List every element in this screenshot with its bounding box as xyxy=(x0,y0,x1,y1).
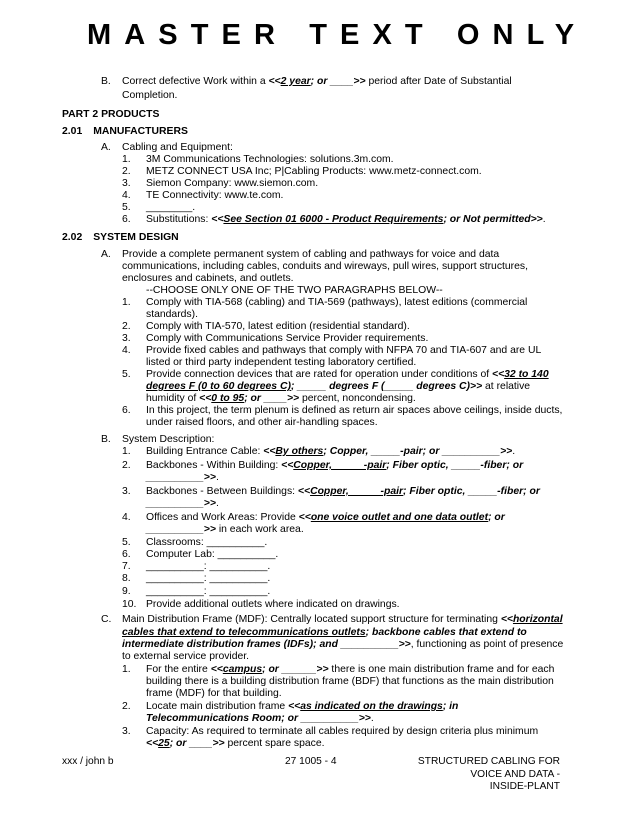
paragraph-text: enclosures and cabinets, and outlets. xyxy=(122,273,294,284)
text-run: . xyxy=(512,446,516,457)
text-run: humidity of xyxy=(146,393,200,404)
text-run: , functioning as point of presence xyxy=(410,639,564,650)
option-bracket: << xyxy=(146,738,159,749)
list-text: Capacity: As required to terminate all cables required by design criteria plus minimum xyxy=(146,726,539,737)
list-text: In this project, the term plenum is defined as return air spaces above ceilings, inside ducts, xyxy=(146,405,563,416)
section-number: 2.01 xyxy=(62,126,83,137)
paragraph-text: to external service provider. xyxy=(122,651,250,662)
list-number: 10. xyxy=(122,599,137,610)
option-default: See Section 01 6000 - Product Requirements xyxy=(223,214,444,225)
option-default: one voice outlet and one data outlet xyxy=(310,512,489,523)
text-run: period after Date of Substantial xyxy=(365,76,512,87)
option-bracket: << xyxy=(500,614,513,625)
list-number: 8. xyxy=(122,573,131,584)
section-heading-2-02 xyxy=(62,232,179,245)
option-bracket: << xyxy=(492,369,505,380)
option-alternative: __________>> xyxy=(146,498,216,509)
paragraph-text xyxy=(122,614,563,627)
option-alternative: ; in xyxy=(442,701,459,712)
list-text: Provide fixed cables and pathways that comply with NFPA 70 and TIA-607 and are UL xyxy=(146,345,542,356)
text-run: Locate main distribution frame xyxy=(146,701,289,712)
list-text: listed or third party independent testing laboratory certified. xyxy=(146,357,417,368)
option-bracket: << xyxy=(199,393,212,404)
list-text: __________: __________. xyxy=(146,573,271,584)
manufacturer-item: ________. xyxy=(146,202,196,213)
paragraph-marker: B. xyxy=(101,76,111,87)
list-text: __________: __________. xyxy=(146,561,271,572)
paragraph-marker: A. xyxy=(101,142,111,153)
warranty-line-1 xyxy=(122,76,512,89)
list-number: 5. xyxy=(122,369,131,380)
paragraph-text xyxy=(122,639,563,652)
option-bracket: << xyxy=(298,512,311,523)
option-default: campus xyxy=(222,664,263,675)
list-number: 1. xyxy=(122,446,131,457)
option-default: horizontal xyxy=(512,614,563,625)
list-number: 4. xyxy=(122,512,131,523)
list-text xyxy=(146,446,515,459)
list-text: under raised floors, and other air-handling spaces. xyxy=(146,417,378,428)
list-number: 2. xyxy=(122,321,131,332)
footer-title-line: STRUCTURED CABLING FOR xyxy=(417,756,560,767)
list-text xyxy=(146,486,540,499)
option-default: By others xyxy=(275,446,324,457)
list-text: __________: __________. xyxy=(146,586,271,597)
list-text xyxy=(146,524,304,537)
part-heading: PART 2 PRODUCTS xyxy=(62,109,160,120)
paragraph-marker: A. xyxy=(101,249,111,260)
list-number: 1. xyxy=(122,664,131,675)
option-alternative: __________>> xyxy=(146,472,216,483)
section-title: SYSTEM DESIGN xyxy=(93,232,179,243)
option-bracket: << xyxy=(211,214,224,225)
list-number: 7. xyxy=(122,561,131,572)
option-bracket: << xyxy=(268,76,281,87)
choose-note: --CHOOSE ONLY ONE OF THE TWO PARAGRAPHS BELOW-- xyxy=(146,285,443,296)
list-number: 3. xyxy=(122,333,131,344)
list-text: Comply with TIA-570, latest edition (residential standard). xyxy=(146,321,410,332)
text-run: Backbones - Between Buildings: xyxy=(146,486,298,497)
footer-page-number: 27 1005 - 4 xyxy=(285,756,337,767)
option-alternative: __________>> xyxy=(146,524,216,535)
section-number: 2.02 xyxy=(62,232,83,243)
option-bracket: << xyxy=(288,701,301,712)
list-text: Classrooms: __________. xyxy=(146,537,268,548)
option-default: cables that extend to telecommunications outlets xyxy=(122,627,366,638)
option-alternative: ; _____ degrees F (_____ degrees C)>> xyxy=(290,381,483,392)
list-text: frame (MDF) for that building. xyxy=(146,688,282,699)
text-run: Building Entrance Cable: xyxy=(146,446,264,457)
paragraph-text: Provide a complete permanent system of cabling and pathways for voice and data xyxy=(122,249,500,260)
list-text xyxy=(146,512,505,525)
list-number: 2. xyxy=(122,701,131,712)
list-text: building there is a building distribution frame (BDF) that functions as the main distribution xyxy=(146,676,554,687)
paragraph-text xyxy=(122,627,527,640)
text-run: Substitutions: xyxy=(146,214,212,225)
list-text xyxy=(146,738,325,751)
option-alternative: Telecommunications Room; or __________>> xyxy=(146,713,371,724)
list-number: 6. xyxy=(122,405,131,416)
option-default: 32 to 140 xyxy=(504,369,549,380)
list-text: Computer Lab: __________. xyxy=(146,549,279,560)
text-run: in each work area. xyxy=(215,524,304,535)
text-run: . xyxy=(215,472,219,483)
list-number: 5. xyxy=(122,537,131,548)
footer-section-title xyxy=(390,756,560,794)
list-number: 6. xyxy=(122,214,131,225)
option-alternative: ; or ______>> xyxy=(262,664,329,675)
option-bracket: << xyxy=(281,460,294,471)
text-run: at relative xyxy=(482,381,531,392)
warranty-line-2: Completion. xyxy=(122,90,178,101)
option-alternative: intermediate distribution frames (IDFs); and __________>> xyxy=(122,639,411,650)
list-text: Provide additional outlets where indicated on drawings. xyxy=(146,599,400,610)
list-number: 6. xyxy=(122,549,131,560)
section-heading-2-01 xyxy=(62,126,188,139)
text-run: For the entire xyxy=(146,664,211,675)
option-alternative: ; or ____>> xyxy=(310,76,366,87)
option-default: Copper, _____-pair xyxy=(293,460,387,471)
option-alternative: ; or xyxy=(488,512,505,523)
option-default: 0 to 95 xyxy=(211,393,245,404)
footer-title-line: INSIDE-PLANT xyxy=(489,781,560,793)
text-run: . xyxy=(215,498,219,509)
text-run: percent spare space. xyxy=(224,738,325,749)
list-number: 1. xyxy=(122,297,131,308)
option-alternative: ; Fiber optic, _____-fiber; or xyxy=(386,460,524,471)
footer-title-line: VOICE AND DATA - xyxy=(470,768,560,780)
list-text xyxy=(146,381,530,394)
substitutions-item xyxy=(146,214,546,227)
paragraph-text: communications, including cables, conduits and wireways, pull wires, support structures, xyxy=(122,261,528,272)
list-text xyxy=(146,472,219,485)
list-text: Comply with Communications Service Provider requirements. xyxy=(146,333,429,344)
master-text-banner: MASTER TEXT ONLY xyxy=(87,19,588,51)
text-run: Offices and Work Areas: Provide xyxy=(146,512,299,523)
option-default: degrees F (0 to 60 degrees C) xyxy=(146,381,291,392)
manufacturer-item: 3M Communications Technologies: solutions.3m.com. xyxy=(146,154,394,165)
footer-author: xxx / john b xyxy=(62,756,114,767)
option-alternative: ; or Not permitted>> xyxy=(443,214,543,225)
paragraph-text: System Description: xyxy=(122,434,215,445)
option-alternative: ; Fiber optic, _____-fiber; or xyxy=(403,486,540,497)
list-text xyxy=(146,393,416,406)
section-title: MANUFACTURERS xyxy=(93,126,188,137)
text-run: there is one main distribution frame and for each xyxy=(328,664,555,675)
list-number: 9. xyxy=(122,586,131,597)
text-run: Main Distribution Frame (MDF): Centrally located support structure for terminating xyxy=(122,614,501,625)
list-text xyxy=(146,701,458,714)
option-default: 2 year xyxy=(280,76,311,87)
paragraph-text: Cabling and Equipment: xyxy=(122,142,233,153)
list-number: 4. xyxy=(122,345,131,356)
manufacturer-item: Siemon Company: www.siemon.com. xyxy=(146,178,319,189)
text-run: Provide connection devices that are rated for operation under conditions of xyxy=(146,369,492,380)
list-number: 2. xyxy=(122,166,131,177)
option-alternative: ; Copper, _____-pair; or __________>> xyxy=(323,446,513,457)
list-text xyxy=(146,498,219,511)
paragraph-marker: C. xyxy=(101,614,112,625)
option-bracket: << xyxy=(297,486,311,497)
option-alternative: ; backbone cables that extend to xyxy=(365,627,527,638)
option-default: Copper, _____-pair xyxy=(310,486,404,497)
option-default: as indicated on the drawings xyxy=(300,701,443,712)
text-run: percent, noncondensing. xyxy=(299,393,416,404)
option-alternative: ; or ____>> xyxy=(169,738,225,749)
list-number: 4. xyxy=(122,190,131,201)
list-number: 3. xyxy=(122,726,131,737)
list-text xyxy=(146,460,523,473)
paragraph-marker: B. xyxy=(101,434,111,445)
option-bracket: << xyxy=(263,446,276,457)
list-number: 5. xyxy=(122,202,131,213)
list-text xyxy=(146,713,374,726)
manufacturer-item: METZ CONNECT USA Inc; P|Cabling Products: www.metz-connect.com. xyxy=(146,166,482,177)
list-number: 1. xyxy=(122,154,131,165)
text-run: . xyxy=(542,214,546,225)
list-text: Comply with TIA-568 (cabling) and TIA-569 (pathways), latest editions (commercial xyxy=(146,297,528,308)
list-text xyxy=(146,369,549,382)
option-alternative: ; or ____>> xyxy=(244,393,300,404)
manufacturer-item: TE Connectivity: www.te.com. xyxy=(146,190,284,201)
list-text: standards). xyxy=(146,309,198,320)
option-bracket: << xyxy=(210,664,223,675)
list-text xyxy=(146,664,554,677)
text-run: Backbones - Within Building: xyxy=(146,460,282,471)
text-run: . xyxy=(370,713,374,724)
list-number: 2. xyxy=(122,460,131,471)
option-default: 25 xyxy=(158,738,170,749)
list-number: 3. xyxy=(122,486,131,497)
list-number: 3. xyxy=(122,178,131,189)
text-run: Correct defective Work within a xyxy=(122,76,269,87)
